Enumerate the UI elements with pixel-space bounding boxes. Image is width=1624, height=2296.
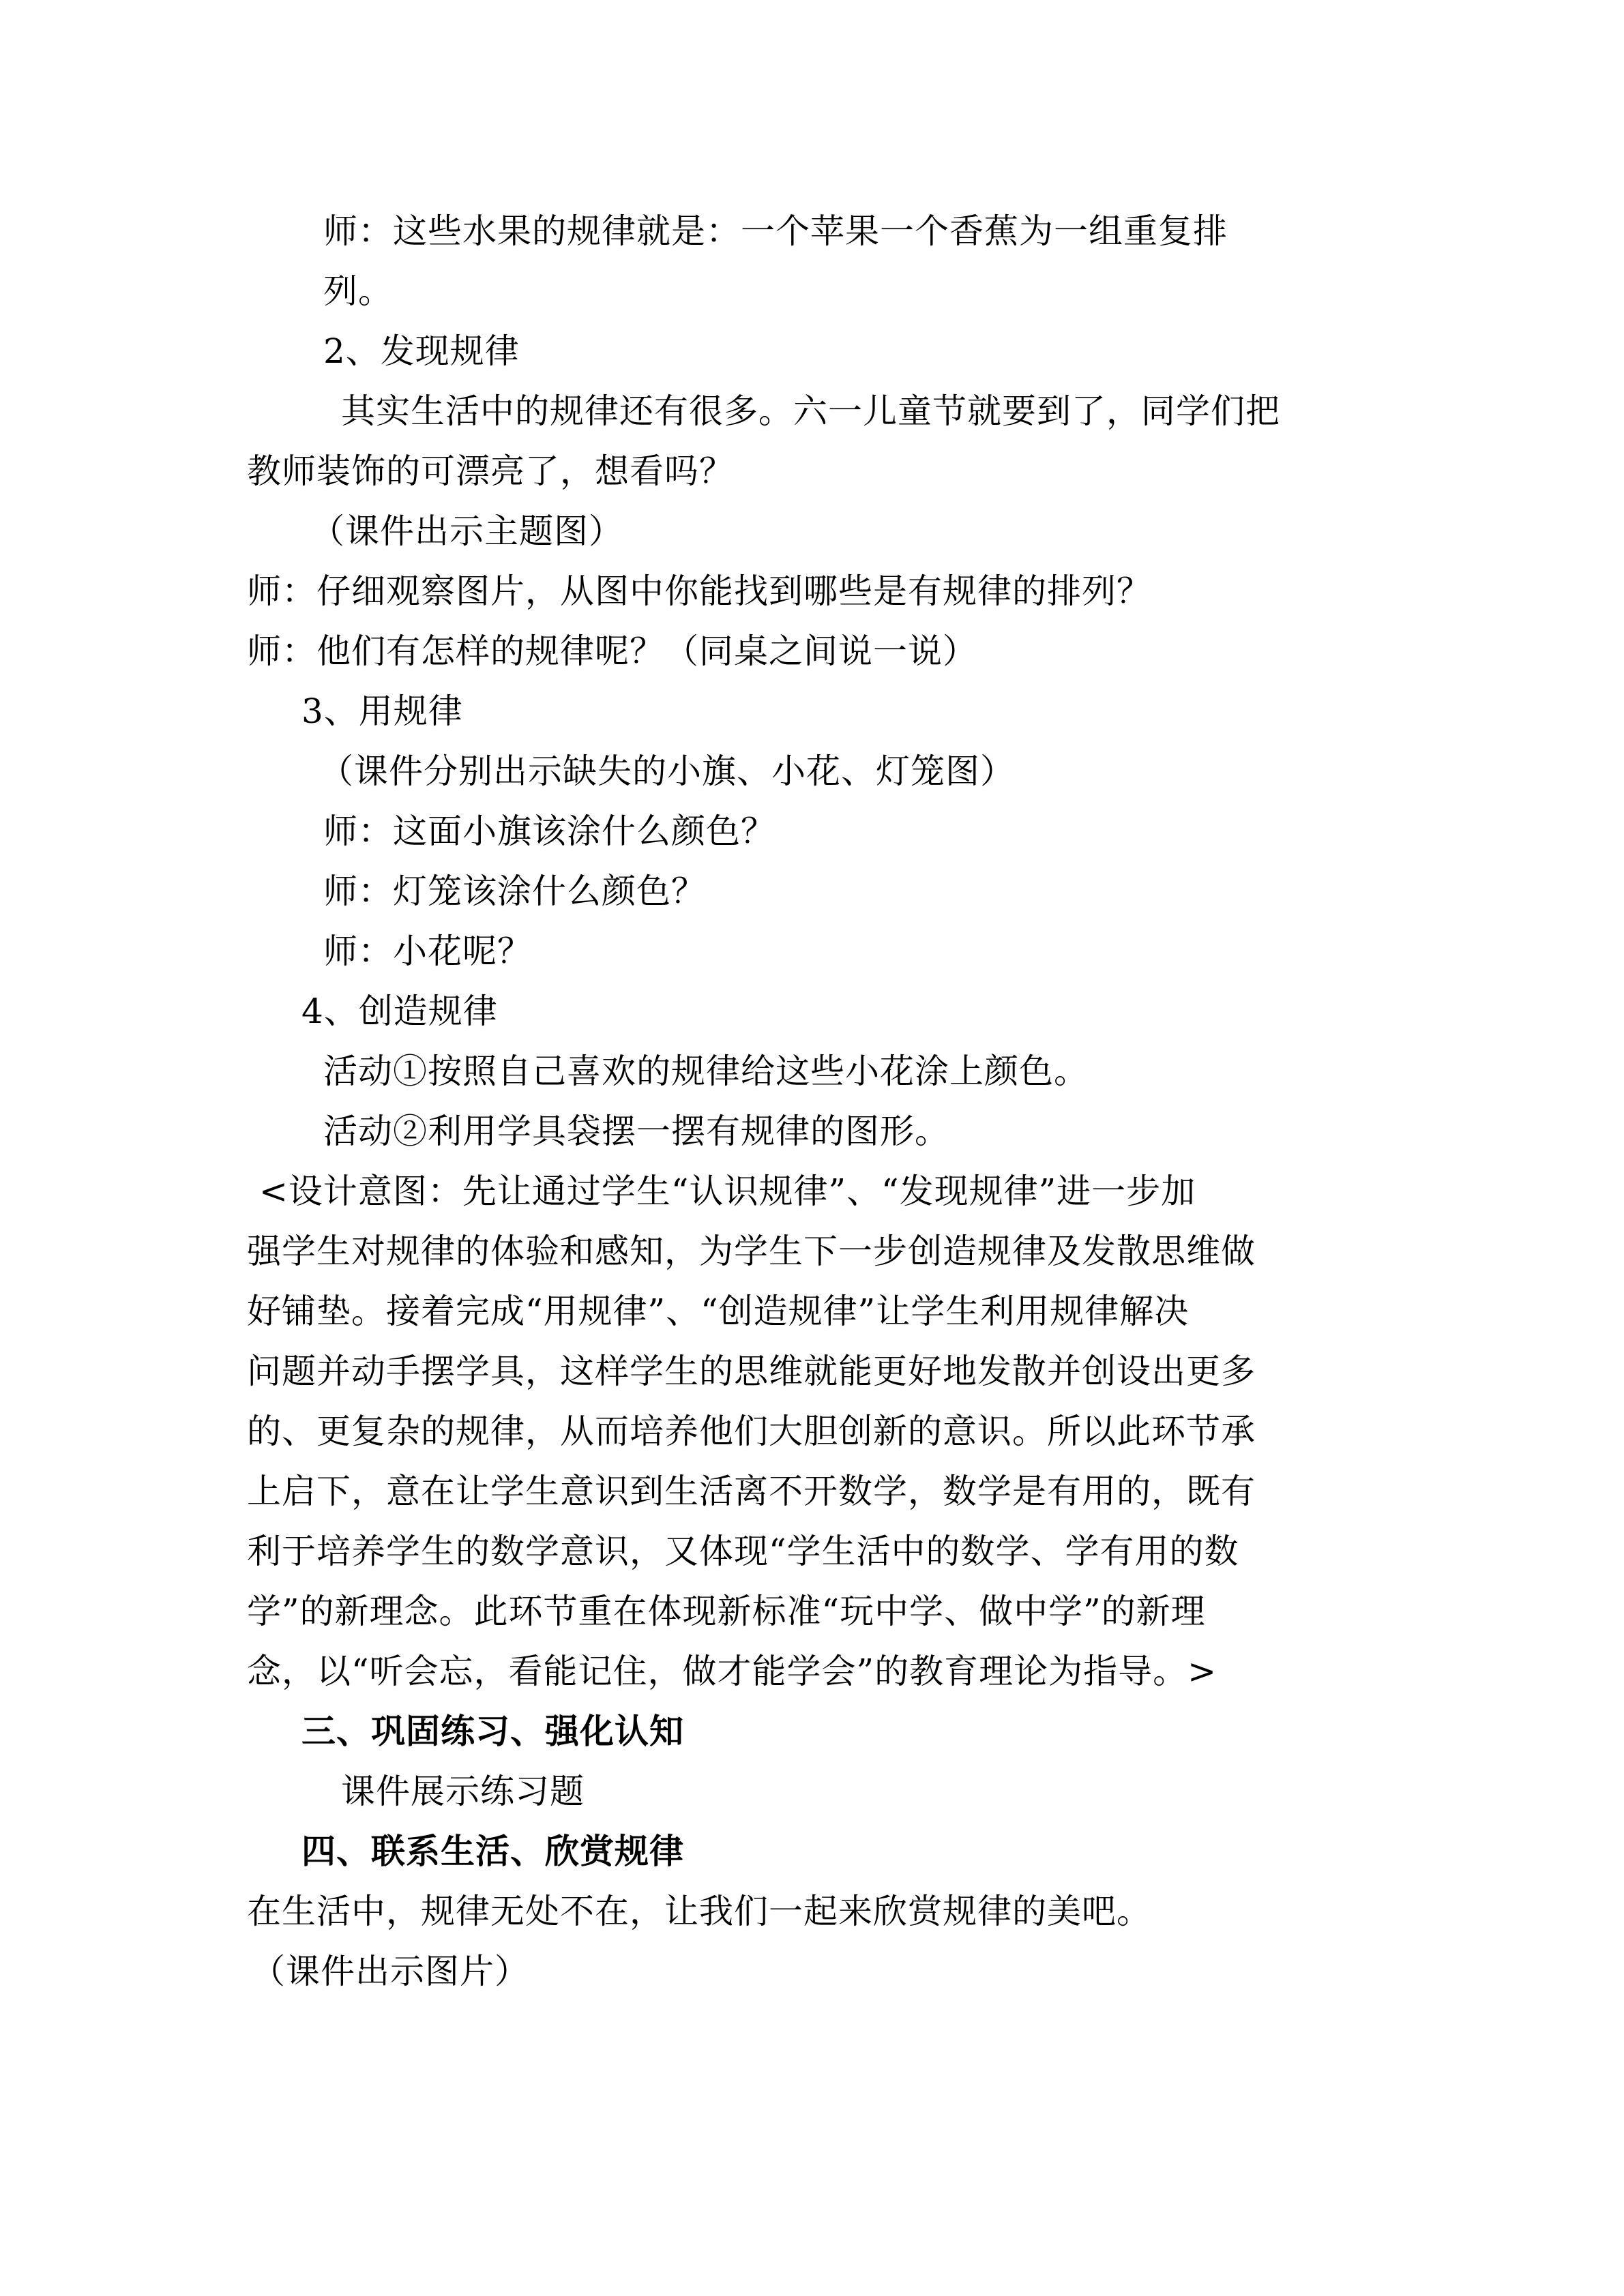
- text-line: （课件出示图片）: [251, 1952, 529, 1991]
- text-line: 的、更复杂的规律，从而培养他们大胆创新的意识。所以此环节承: [247, 1412, 1256, 1451]
- text-line: 课件展示练习题: [341, 1772, 585, 1811]
- text-line: 师：小花呢？: [323, 931, 532, 971]
- text-line: （课件出示主题图）: [310, 511, 623, 551]
- section-heading: 2、发现规律: [323, 331, 520, 371]
- section-heading: 三、巩固练习、强化认知: [301, 1711, 684, 1751]
- text-line: 师：这些水果的规律就是：一个苹果一个香蕉为一组重复排: [323, 211, 1228, 251]
- text-line: 师：灯笼该涂什么颜色？: [323, 871, 706, 911]
- section-heading: 四、联系生活、欣赏规律: [301, 1831, 684, 1871]
- text-line: 上启下，意在让学生意识到生活离不开数学，数学是有用的，既有: [247, 1472, 1256, 1511]
- text-line: 其实生活中的规律还有很多。六一儿童节就要到了，同学们把: [341, 391, 1280, 431]
- text-line: 利于培养学生的数学意识，又体现“学生活中的数学、学有用的数: [247, 1532, 1239, 1571]
- text-line: （课件分别出示缺失的小旗、小花、灯笼图）: [319, 751, 1015, 791]
- text-line: 强学生对规律的体验和感知，为学生下一步创造规律及发散思维做: [247, 1232, 1256, 1271]
- section-heading: 4、创造规律: [301, 992, 498, 1031]
- text-line: 师：他们有怎样的规律呢？（同桌之间说一说）: [247, 631, 977, 671]
- text-line: 活动①按照自己喜欢的规律给这些小花涂上颜色。: [323, 1052, 1089, 1091]
- text-line: 好铺垫。接着完成“用规律”、“创造规律”让学生利用规律解决: [247, 1292, 1190, 1331]
- text-line: 在生活中，规律无处不在，让我们一起来欣赏规律的美吧。: [247, 1892, 1151, 1931]
- text-line: 念，以“听会忘，看能记住，做才能学会”的教育理论为指导。>: [247, 1652, 1217, 1691]
- text-line: 问题并动手摆学具，这样学生的思维就能更好地发散并创设出更多: [247, 1352, 1256, 1391]
- text-line: 师：这面小旗该涂什么颜色？: [323, 811, 776, 851]
- text-line: 师：仔细观察图片，从图中你能找到哪些是有规律的排列？: [247, 571, 1151, 611]
- text-line: 学”的新理念。此环节重在体现新标准“玩中学、做中学”的新理: [247, 1592, 1206, 1631]
- text-line: 活动②利用学具袋摆一摆有规律的图形。: [323, 1112, 949, 1151]
- text-line: 列。: [323, 271, 393, 311]
- text-line: 教师装饰的可漂亮了，想看吗？: [247, 451, 734, 491]
- section-heading: 3、用规律: [301, 691, 463, 731]
- text-line: <设计意图：先让通过学生“认识规律”、“发现规律”进一步加: [259, 1172, 1196, 1211]
